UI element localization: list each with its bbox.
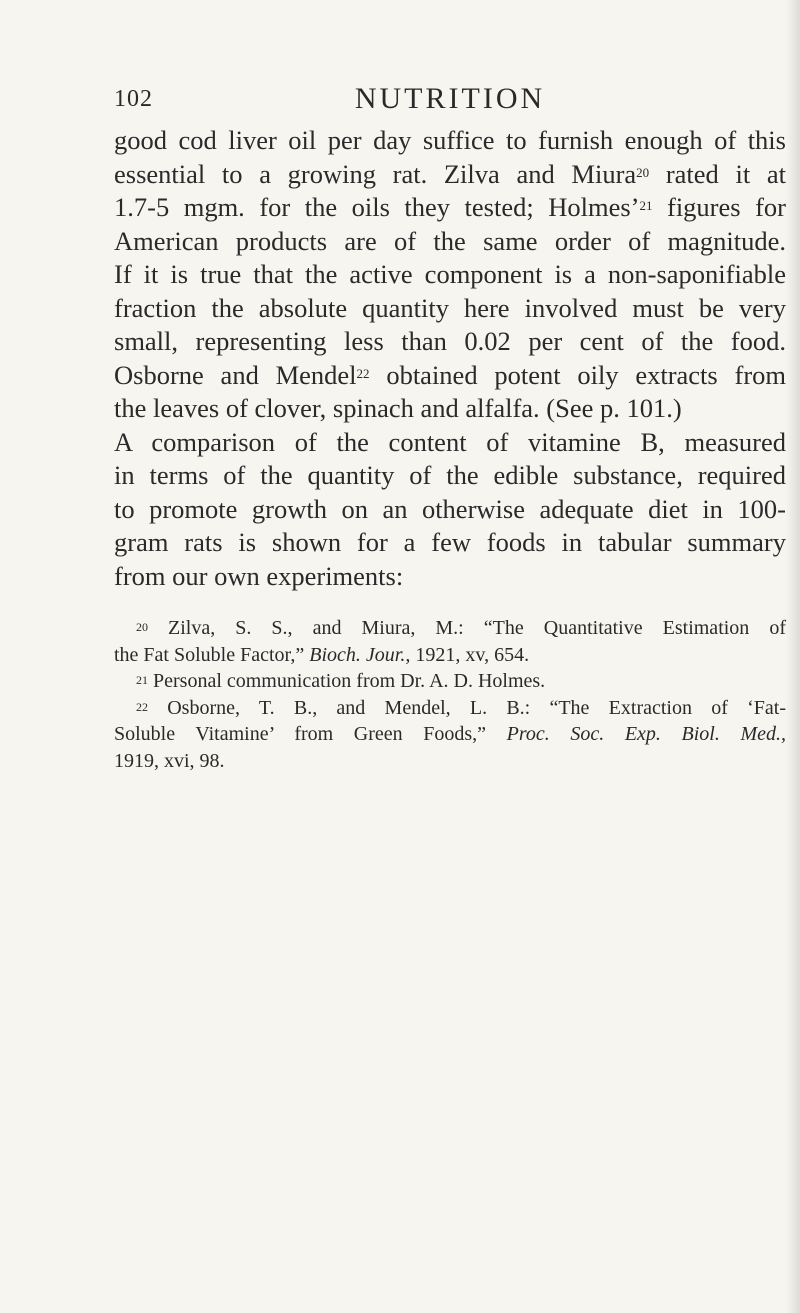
text-span: in terms of the quantity of the edible substance, required	[114, 460, 786, 490]
footnote-20-cont	[114, 642, 786, 669]
text-span: small, representing less than 0.02 per cent of the food.	[114, 326, 786, 356]
text-line	[114, 225, 786, 259]
footnote-ref-22: 22	[356, 365, 370, 381]
text-span: If it is true that the active component is a non-saponifiable	[114, 259, 786, 289]
text-span: 1.7-5 mgm. for the oils they tested; Holmes’	[114, 192, 640, 222]
text-line	[114, 526, 786, 560]
journal-title: Proc. Soc. Exp. Biol. Med.,	[506, 723, 786, 745]
page-number: 102	[114, 86, 153, 112]
footnote-22-cont	[114, 721, 786, 748]
text-span: Zilva, S. S., and Miura, M.: “The Quantitative Estimation of	[148, 617, 786, 639]
text-span: good cod liver oil per day suffice to furnish enough of this	[114, 125, 786, 155]
text-span: American products are of the same order of magnitude.	[114, 225, 786, 256]
footnote-number: 22	[136, 699, 148, 714]
text-span: Personal communication from Dr. A. D. Holmes.	[148, 670, 546, 692]
footnote-number: 20	[136, 620, 148, 634]
text-line	[114, 292, 786, 326]
page-header	[114, 70, 786, 114]
footnote-ref-20: 20	[636, 164, 650, 180]
text-span: Soluble Vitamine’ from Green Foods,”	[114, 723, 507, 745]
text-line	[114, 459, 786, 493]
text-span: to promote growth on an otherwise adequate diet in 100-	[114, 493, 786, 524]
text-span: gram rats is shown for a few foods in tabular summary	[114, 527, 786, 557]
footnote-number: 21	[136, 673, 148, 687]
text-line	[114, 325, 786, 359]
text-line	[114, 359, 786, 393]
text-line	[114, 392, 786, 426]
text-line	[114, 158, 786, 192]
text-line	[114, 124, 786, 158]
text-span: the Fat Soluble Factor,”	[114, 643, 310, 666]
text-line	[114, 426, 786, 460]
book-page	[114, 70, 786, 774]
text-line	[114, 560, 786, 594]
text-span: essential to a growing rat. Zilva and Miura	[114, 158, 637, 189]
footnote-22	[114, 695, 786, 722]
page-edge-shadow	[786, 0, 800, 1313]
footnote-21	[114, 668, 786, 695]
text-span: rated it at	[649, 158, 786, 189]
text-span: 1919, xvi, 98.	[114, 749, 225, 772]
running-head: NUTRITION	[354, 82, 546, 115]
body-text	[114, 124, 786, 593]
text-span: Osborne, T. B., and Mendel, L. B.: “The Extraction of ‘Fat-	[148, 696, 786, 719]
text-line	[114, 258, 786, 292]
journal-title: Bioch. Jour.,	[309, 643, 411, 666]
text-span: Osborne and Mendel	[114, 359, 357, 390]
footnote-22-cont	[114, 748, 786, 775]
footnote-20	[114, 615, 786, 642]
text-span: 1921, xv, 654.	[410, 643, 530, 666]
text-span: from our own experiments:	[114, 560, 404, 591]
text-line	[114, 493, 786, 527]
text-span: fraction the absolute quantity here involved must be very	[114, 292, 786, 323]
text-line	[114, 191, 786, 225]
text-span: A comparison of the content of vitamine B, measured	[114, 426, 786, 457]
footnotes	[114, 615, 786, 774]
footnote-ref-21: 21	[639, 198, 653, 213]
text-span: the leaves of clover, spinach and alfalfa. (See p. 101.)	[114, 393, 682, 423]
text-span: obtained potent oily extracts from	[369, 359, 787, 390]
text-span: figures for	[652, 192, 786, 222]
